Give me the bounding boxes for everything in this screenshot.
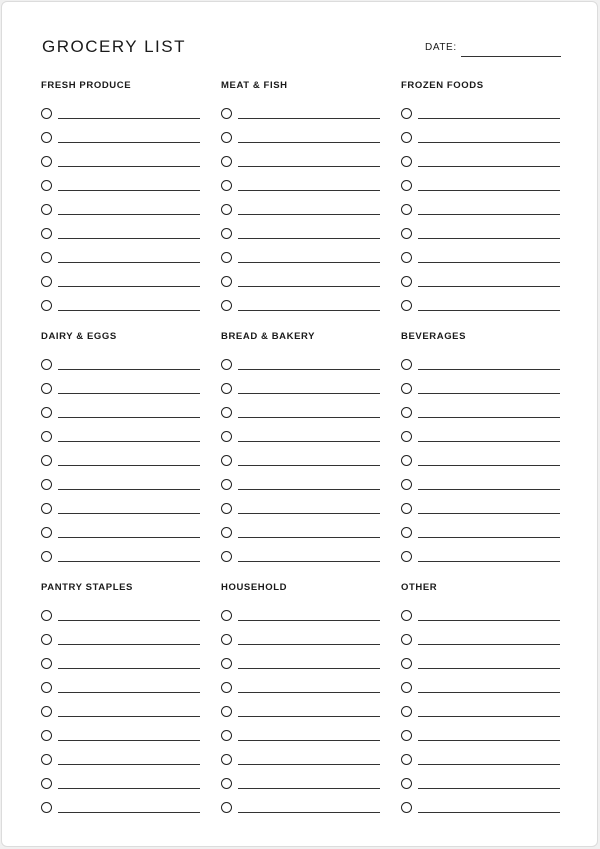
section-title: BEVERAGES (401, 331, 467, 342)
checklist-item (401, 356, 561, 380)
item-write-line[interactable] (58, 764, 200, 765)
item-write-line[interactable] (418, 620, 560, 621)
checkbox-circle-icon[interactable] (401, 431, 412, 442)
section-title: MEAT & FISH (221, 80, 288, 91)
checklist-item (221, 129, 381, 153)
section-fresh-produce (41, 80, 201, 321)
item-write-line[interactable] (58, 214, 200, 215)
item-write-line[interactable] (58, 668, 200, 669)
item-write-line[interactable] (238, 262, 380, 263)
item-write-line[interactable] (418, 118, 560, 119)
checkbox-circle-icon[interactable] (401, 300, 412, 311)
checkbox-circle-icon[interactable] (401, 634, 412, 645)
item-write-line[interactable] (238, 788, 380, 789)
checkbox-circle-icon[interactable] (221, 610, 232, 621)
checklist-item (41, 201, 201, 225)
checklist-item (401, 273, 561, 297)
checkbox-circle-icon[interactable] (401, 204, 412, 215)
checkbox-circle-icon[interactable] (41, 610, 52, 621)
checklist-item (41, 428, 201, 452)
checkbox-circle-icon[interactable] (41, 551, 52, 562)
checkbox-circle-icon[interactable] (41, 108, 52, 119)
item-write-line[interactable] (418, 214, 560, 215)
section-title: BREAD & BAKERY (221, 331, 316, 342)
section-dairy-eggs (41, 331, 201, 572)
item-write-line[interactable] (238, 561, 380, 562)
checkbox-circle-icon[interactable] (221, 802, 232, 813)
checkbox-circle-icon[interactable] (41, 778, 52, 789)
item-write-line[interactable] (418, 417, 560, 418)
checkbox-circle-icon[interactable] (221, 180, 232, 191)
checkbox-circle-icon[interactable] (401, 802, 412, 813)
checkbox-circle-icon[interactable] (221, 754, 232, 765)
checklist-item (41, 655, 201, 679)
checklist-item (41, 679, 201, 703)
checkbox-circle-icon[interactable] (41, 228, 52, 239)
checklist-item (401, 452, 561, 476)
section-frozen-foods (401, 80, 561, 321)
item-write-line[interactable] (58, 262, 200, 263)
checklist-item (221, 679, 381, 703)
item-write-line[interactable] (58, 692, 200, 693)
checklist-item (401, 249, 561, 273)
checklist-item (41, 631, 201, 655)
item-write-line[interactable] (238, 441, 380, 442)
item-write-line[interactable] (58, 142, 200, 143)
checkbox-circle-icon[interactable] (401, 503, 412, 514)
checkbox-circle-icon[interactable] (41, 658, 52, 669)
section-pantry-staples (41, 582, 201, 823)
checkbox-circle-icon[interactable] (221, 108, 232, 119)
item-write-line[interactable] (418, 393, 560, 394)
checklist-item (221, 631, 381, 655)
item-write-line[interactable] (418, 310, 560, 311)
checklist-item (41, 249, 201, 273)
checkbox-circle-icon[interactable] (41, 730, 52, 741)
checkbox-circle-icon[interactable] (41, 252, 52, 263)
checkbox-circle-icon[interactable] (41, 204, 52, 215)
item-write-line[interactable] (418, 166, 560, 167)
checklist-item (401, 201, 561, 225)
checklist-item (41, 524, 201, 548)
item-write-line[interactable] (418, 190, 560, 191)
item-write-line[interactable] (418, 644, 560, 645)
checkbox-circle-icon[interactable] (41, 682, 52, 693)
item-write-line[interactable] (418, 537, 560, 538)
checkbox-circle-icon[interactable] (221, 204, 232, 215)
item-write-line[interactable] (418, 286, 560, 287)
checklist-item (401, 751, 561, 775)
checkbox-circle-icon[interactable] (401, 479, 412, 490)
checklist-item (221, 500, 381, 524)
checkbox-circle-icon[interactable] (401, 610, 412, 621)
checklist-item (401, 129, 561, 153)
item-write-line[interactable] (58, 190, 200, 191)
checkbox-circle-icon[interactable] (221, 658, 232, 669)
checkbox-circle-icon[interactable] (221, 276, 232, 287)
checklist-item (221, 105, 381, 129)
checklist-item (401, 225, 561, 249)
checklist-item (221, 356, 381, 380)
item-write-line[interactable] (418, 692, 560, 693)
checkbox-circle-icon[interactable] (41, 802, 52, 813)
item-write-line[interactable] (58, 716, 200, 717)
checkbox-circle-icon[interactable] (401, 156, 412, 167)
checkbox-circle-icon[interactable] (41, 455, 52, 466)
checkbox-circle-icon[interactable] (401, 754, 412, 765)
checkbox-circle-icon[interactable] (221, 228, 232, 239)
checklist-item (401, 727, 561, 751)
item-write-line[interactable] (58, 740, 200, 741)
item-write-line[interactable] (238, 286, 380, 287)
checkbox-circle-icon[interactable] (401, 455, 412, 466)
section-meat-fish (221, 80, 381, 321)
checklist-item (41, 380, 201, 404)
checklist-item (221, 428, 381, 452)
checkbox-circle-icon[interactable] (221, 383, 232, 394)
item-write-line[interactable] (58, 812, 200, 813)
checklist-item (401, 679, 561, 703)
checkbox-circle-icon[interactable] (401, 383, 412, 394)
checkbox-circle-icon[interactable] (221, 156, 232, 167)
checklist-item (401, 607, 561, 631)
item-write-line[interactable] (238, 310, 380, 311)
checklist-item (221, 153, 381, 177)
checklist-item (401, 799, 561, 823)
section-title: HOUSEHOLD (221, 582, 288, 593)
item-write-line[interactable] (238, 190, 380, 191)
item-write-line[interactable] (238, 166, 380, 167)
item-write-line[interactable] (58, 537, 200, 538)
item-write-line[interactable] (238, 513, 380, 514)
item-write-line[interactable] (238, 142, 380, 143)
checkbox-circle-icon[interactable] (401, 551, 412, 562)
checklist-item (41, 273, 201, 297)
checkbox-circle-icon[interactable] (41, 479, 52, 490)
checklist-item (41, 452, 201, 476)
checklist-item (221, 775, 381, 799)
item-write-line[interactable] (58, 310, 200, 311)
item-write-line[interactable] (238, 118, 380, 119)
checkbox-circle-icon[interactable] (221, 527, 232, 538)
checklist-item (221, 655, 381, 679)
checkbox-circle-icon[interactable] (41, 634, 52, 645)
item-write-line[interactable] (238, 417, 380, 418)
checklist-item (401, 404, 561, 428)
section-title: OTHER (401, 582, 438, 593)
checklist-item (401, 297, 561, 321)
checklist-item (221, 380, 381, 404)
checklist-item (401, 177, 561, 201)
item-write-line[interactable] (58, 166, 200, 167)
checkbox-circle-icon[interactable] (401, 359, 412, 370)
checkbox-circle-icon[interactable] (221, 455, 232, 466)
checklist-item (41, 129, 201, 153)
checkbox-circle-icon[interactable] (221, 479, 232, 490)
item-write-line[interactable] (58, 238, 200, 239)
checklist-item (221, 273, 381, 297)
item-write-line[interactable] (418, 465, 560, 466)
item-write-line[interactable] (58, 513, 200, 514)
item-write-line[interactable] (58, 286, 200, 287)
checklist-item (401, 631, 561, 655)
checklist-item (221, 607, 381, 631)
item-write-line[interactable] (418, 788, 560, 789)
section-title: PANTRY STAPLES (41, 582, 133, 593)
checkbox-circle-icon[interactable] (41, 383, 52, 394)
item-write-line[interactable] (238, 812, 380, 813)
item-write-line[interactable] (58, 489, 200, 490)
checklist-item (41, 356, 201, 380)
checkbox-circle-icon[interactable] (221, 503, 232, 514)
checkbox-circle-icon[interactable] (401, 132, 412, 143)
page-title: GROCERY LIST (42, 37, 186, 56)
checkbox-circle-icon[interactable] (221, 682, 232, 693)
checkbox-circle-icon[interactable] (221, 778, 232, 789)
item-write-line[interactable] (58, 369, 200, 370)
section-household (221, 582, 381, 823)
checklist-item (41, 775, 201, 799)
item-write-line[interactable] (238, 238, 380, 239)
item-write-line[interactable] (238, 489, 380, 490)
checkbox-circle-icon[interactable] (41, 431, 52, 442)
item-write-line[interactable] (58, 561, 200, 562)
checkbox-circle-icon[interactable] (221, 551, 232, 562)
checkbox-circle-icon[interactable] (41, 300, 52, 311)
item-write-line[interactable] (418, 740, 560, 741)
checkbox-circle-icon[interactable] (221, 132, 232, 143)
checklist-item (221, 177, 381, 201)
item-write-line[interactable] (418, 716, 560, 717)
item-write-line[interactable] (418, 513, 560, 514)
checklist-item (41, 177, 201, 201)
checkbox-circle-icon[interactable] (41, 276, 52, 287)
item-write-line[interactable] (238, 668, 380, 669)
section-other (401, 582, 561, 823)
checkbox-circle-icon[interactable] (401, 778, 412, 789)
item-write-line[interactable] (58, 393, 200, 394)
checklist-item (221, 225, 381, 249)
item-write-line[interactable] (238, 620, 380, 621)
checkbox-circle-icon[interactable] (401, 527, 412, 538)
checklist-item (221, 201, 381, 225)
checklist-item (41, 799, 201, 823)
checklist-item (41, 727, 201, 751)
checkbox-circle-icon[interactable] (221, 407, 232, 418)
checklist-item (401, 775, 561, 799)
checkbox-circle-icon[interactable] (41, 359, 52, 370)
checklist-item (221, 404, 381, 428)
checkbox-circle-icon[interactable] (221, 431, 232, 442)
item-write-line[interactable] (238, 644, 380, 645)
checkbox-circle-icon[interactable] (41, 754, 52, 765)
item-write-line[interactable] (238, 692, 380, 693)
checklist-item (401, 524, 561, 548)
checkbox-circle-icon[interactable] (221, 359, 232, 370)
checklist-item (41, 607, 201, 631)
checkbox-circle-icon[interactable] (401, 682, 412, 693)
checkbox-circle-icon[interactable] (221, 300, 232, 311)
section-beverages (401, 331, 561, 572)
checkbox-circle-icon[interactable] (41, 706, 52, 717)
section-title: FROZEN FOODS (401, 80, 484, 91)
checklist-item (41, 476, 201, 500)
item-write-line[interactable] (238, 716, 380, 717)
checkbox-circle-icon[interactable] (221, 252, 232, 263)
item-write-line[interactable] (238, 214, 380, 215)
item-write-line[interactable] (418, 238, 560, 239)
item-write-line[interactable] (58, 441, 200, 442)
item-write-line[interactable] (238, 393, 380, 394)
item-write-line[interactable] (58, 788, 200, 789)
checklist-item (401, 153, 561, 177)
checklist-item (221, 799, 381, 823)
checklist-item (41, 751, 201, 775)
grocery-list-page (1, 1, 598, 847)
section-title: FRESH PRODUCE (41, 80, 132, 91)
item-write-line[interactable] (418, 489, 560, 490)
checklist-item (401, 500, 561, 524)
checkbox-circle-icon[interactable] (401, 730, 412, 741)
item-write-line[interactable] (418, 668, 560, 669)
checkbox-circle-icon[interactable] (221, 634, 232, 645)
checklist-item (41, 105, 201, 129)
item-write-line[interactable] (418, 812, 560, 813)
checklist-item (41, 225, 201, 249)
item-write-line[interactable] (418, 369, 560, 370)
checkbox-circle-icon[interactable] (41, 180, 52, 191)
checkbox-circle-icon[interactable] (41, 527, 52, 538)
checkbox-circle-icon[interactable] (41, 407, 52, 418)
section-title: DAIRY & EGGS (41, 331, 117, 342)
checkbox-circle-icon[interactable] (401, 252, 412, 263)
checklist-item (41, 500, 201, 524)
checklist-item (401, 380, 561, 404)
checkbox-circle-icon[interactable] (41, 132, 52, 143)
checklist-item (41, 404, 201, 428)
checkbox-circle-icon[interactable] (221, 706, 232, 717)
item-write-line[interactable] (58, 465, 200, 466)
item-write-line[interactable] (418, 262, 560, 263)
date-label: DATE: (425, 42, 457, 53)
checklist-item (221, 297, 381, 321)
checklist-item (41, 297, 201, 321)
item-write-line[interactable] (58, 118, 200, 119)
checklist-item (401, 548, 561, 572)
section-bread-bakery (221, 331, 381, 572)
item-write-line[interactable] (58, 644, 200, 645)
checkbox-circle-icon[interactable] (401, 658, 412, 669)
checklist-item (221, 751, 381, 775)
checklist-item (221, 452, 381, 476)
item-write-line[interactable] (238, 740, 380, 741)
item-write-line[interactable] (418, 441, 560, 442)
checkbox-circle-icon[interactable] (401, 108, 412, 119)
item-write-line[interactable] (238, 369, 380, 370)
item-write-line[interactable] (58, 417, 200, 418)
checkbox-circle-icon[interactable] (401, 276, 412, 287)
item-write-line[interactable] (238, 537, 380, 538)
item-write-line[interactable] (238, 764, 380, 765)
checklist-item (41, 548, 201, 572)
checkbox-circle-icon[interactable] (221, 730, 232, 741)
checklist-item (221, 703, 381, 727)
checklist-item (401, 703, 561, 727)
checklist-item (41, 703, 201, 727)
item-write-line[interactable] (238, 465, 380, 466)
checklist-item (41, 153, 201, 177)
checklist-item (401, 428, 561, 452)
item-write-line[interactable] (418, 561, 560, 562)
checklist-item (401, 105, 561, 129)
checklist-item (401, 655, 561, 679)
date-field-line[interactable] (461, 56, 561, 57)
checklist-item (221, 249, 381, 273)
checkbox-circle-icon[interactable] (401, 228, 412, 239)
checklist-item (221, 548, 381, 572)
item-write-line[interactable] (418, 142, 560, 143)
checkbox-circle-icon[interactable] (401, 180, 412, 191)
item-write-line[interactable] (418, 764, 560, 765)
checkbox-circle-icon[interactable] (401, 407, 412, 418)
checkbox-circle-icon[interactable] (41, 503, 52, 514)
item-write-line[interactable] (58, 620, 200, 621)
checklist-item (221, 727, 381, 751)
checkbox-circle-icon[interactable] (41, 156, 52, 167)
checklist-item (221, 476, 381, 500)
checklist-item (221, 524, 381, 548)
checklist-item (401, 476, 561, 500)
checkbox-circle-icon[interactable] (401, 706, 412, 717)
